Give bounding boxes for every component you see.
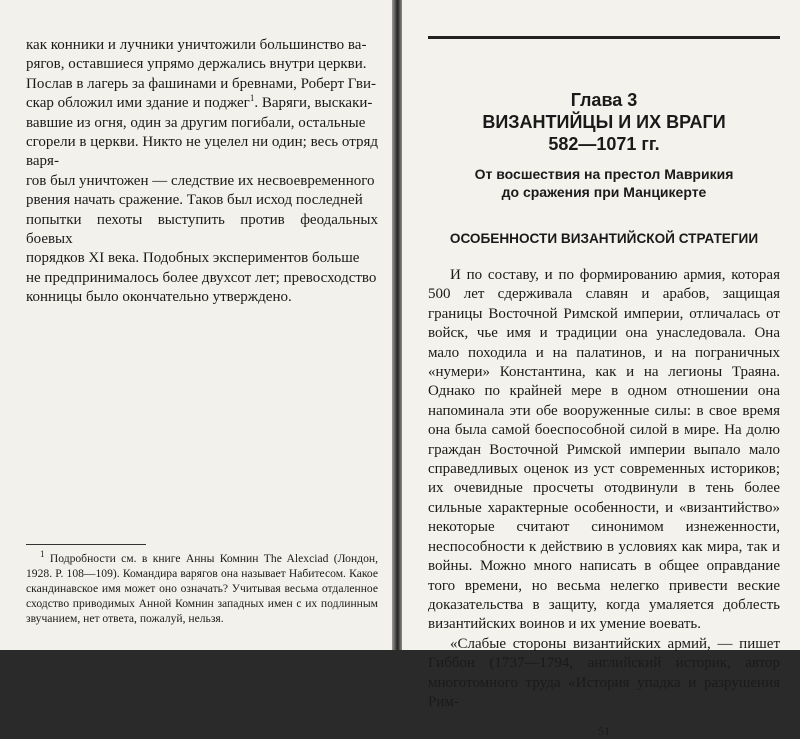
paragraph-2: «Слабые стороны византийских армий, — пишет Гиббон (1737—1794, английский историк, автор многотомного труда «История упадка и разрушения Рим- xyxy=(428,635,780,710)
chapter-subtitle-line-2: до сражения при Манцикерте xyxy=(501,184,707,200)
left-line-4-text: скар обложил ими здание и поджег xyxy=(26,95,250,112)
footnote-paragraph xyxy=(26,551,378,626)
chapter-dates: 582—1071 гг. xyxy=(548,134,660,154)
chapter-subtitle-line-1: От восшествия на престол Маврикия xyxy=(474,166,734,182)
footnote-text: Подробности см. в книге Анны Комнин The Alexciad (Лондон, 1928. P. 108—109). Командира варягов она называет Набитесом. Какое скандинавское имя может оно означать? Учитывая весьма отдаленное сходство приводимых Анной Комнин западных имен с их подлинным звучанием, нет ответа, пожалуй, нельзя. xyxy=(26,552,378,625)
left-line-9: попытки пехоты выступить против феодальных боевых xyxy=(26,211,378,248)
chapter-subtitle xyxy=(428,165,780,201)
chapter-top-rule xyxy=(428,36,780,39)
footnote-reference[interactable]: 1 xyxy=(249,93,255,104)
left-line-2: рягов, оставшиеся упрямо держались внутри церкви. xyxy=(26,56,367,73)
chapter-title: ВИЗАНТИЙЦЫ И ИХ ВРАГИ xyxy=(482,112,726,132)
left-line-6: сгорели в церкви. Никто не уцелел ни один; весь отряд варя- xyxy=(26,134,378,170)
left-line-7: гов был уничтожен — следствие их несвоевременного xyxy=(26,172,375,189)
chapter-label: Глава 3 xyxy=(570,90,638,110)
footnote-divider xyxy=(26,544,146,545)
section-title: ОСОБЕННОСТИ ВИЗАНТИЙСКОЙ СТРАТЕГИИ xyxy=(449,231,759,246)
left-line-5: вавшие из огня, один за другим погибали, остальные xyxy=(26,114,366,131)
book-gutter xyxy=(392,0,402,650)
blank-space xyxy=(26,276,378,544)
left-line-1: как конники и лучники уничтожили большинство ва- xyxy=(26,37,367,53)
page-number: 51 xyxy=(598,724,610,739)
footnote-mark: 1 xyxy=(40,549,45,560)
left-line-11: не предпринималось более двухсот лет; превосходство xyxy=(26,269,377,286)
footnote xyxy=(26,551,378,626)
paragraph-1: И по составу, и по формированию армия, которая 500 лет сдерживала славян и арабов, защищая границы Восточной Римской империи, отличалась от войск, чье имя и традиции она унаследовала. Она мало походила и на палатинов, и на пограничных «нумери» Константина, как и на легионы Траяна. Однако по крайней мере в одном отношении она напоминала эти обе вооруженные силы: в свое время она была самой боеспособной силой в мире. На долю граждан Восточной Римской империи выпало мало справедливых оценок из уст современных историков; их очевидные просчеты отодвинули в тень более сильные характерные особенности, и «византийство» некоторые считают синонимом изнеженности, неспособности к действию в условиях как мира, так и войны. Можно много написать в общее оправдание того времени, но весьма нелегко привести веские доказательства в защиту, когда умаляется доблесть византийских воинов и их умение воевать. xyxy=(428,267,780,633)
left-page-text xyxy=(26,36,378,306)
chapter-heading xyxy=(428,89,780,201)
left-line-4-tail: . Варяги, выскаки- xyxy=(254,95,373,112)
left-line-4 xyxy=(26,94,378,113)
right-page-text xyxy=(428,266,780,712)
left-line-10: порядков XI века. Подобных экспериментов больше xyxy=(26,250,360,267)
left-line-3: Послав в лагерь за фашинами и бревнами, Роберт Гви- xyxy=(26,75,376,92)
left-line-8: рвения начать сражение. Таков был исход последней xyxy=(26,192,363,209)
left-line-12: конницы было окончательно утверждено. xyxy=(26,289,292,306)
right-page xyxy=(402,0,800,739)
left-page xyxy=(0,0,392,650)
